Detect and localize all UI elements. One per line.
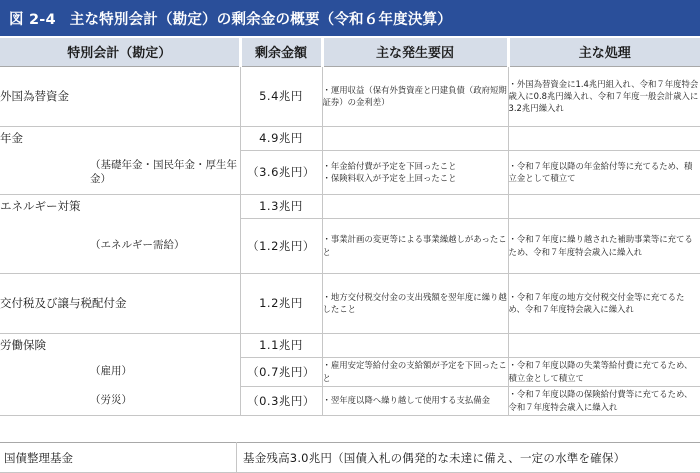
cause-bullet: ・雇用安定等給付金の支給額が予定を下回ったこと bbox=[323, 359, 508, 383]
row-action bbox=[508, 357, 700, 386]
table-row bbox=[0, 194, 700, 218]
row-amount: 1.2兆円 bbox=[240, 273, 322, 333]
header-cause: 主な発生要因 bbox=[322, 38, 508, 66]
row-action bbox=[508, 150, 700, 194]
row-amount: 1.1兆円 bbox=[240, 333, 322, 357]
row-name: 年金 bbox=[0, 126, 240, 150]
row-amount: （0.3兆円） bbox=[240, 386, 322, 415]
cause-bullet: ・事業計画の変更等による事業繰越しがあったこと bbox=[323, 233, 508, 257]
action-bullet: ・令和７年度以降の失業等給付費に充てるため、積立金として積立て bbox=[509, 359, 700, 383]
cause-bullet: ・保険料収入が予定を上回ったこと bbox=[323, 172, 508, 184]
figure-title: 主な特別会計（勘定）の剰余金の概要（令和６年度決算） bbox=[70, 8, 452, 29]
row-cause bbox=[322, 66, 508, 126]
table-row bbox=[0, 273, 700, 333]
table-row bbox=[0, 66, 700, 126]
row-name: （基礎年金・国民年金・厚生年金） bbox=[0, 150, 240, 194]
table-row bbox=[0, 126, 700, 150]
row-amount: 1.3兆円 bbox=[240, 194, 322, 218]
table-row bbox=[0, 333, 700, 357]
action-bullet: ・令和７年度の地方交付税交付金等に充てるため、令和７年度特会歳入に繰入れ bbox=[509, 291, 700, 315]
row-name: （労災） bbox=[0, 386, 240, 415]
row-action bbox=[508, 194, 700, 218]
row-amount: （3.6兆円） bbox=[240, 150, 322, 194]
surplus-table bbox=[0, 38, 700, 416]
header-account: 特別会計（勘定） bbox=[0, 38, 240, 66]
row-cause bbox=[322, 150, 508, 194]
row-cause bbox=[322, 126, 508, 150]
action-bullet: ・令和７年度以降の保険給付費等に充てるため、令和７年度特会歳入に繰入れ bbox=[509, 388, 700, 412]
table-row bbox=[0, 150, 700, 194]
debt-fund-table bbox=[0, 442, 700, 473]
row-action bbox=[508, 386, 700, 415]
table-row bbox=[0, 218, 700, 273]
row-cause bbox=[322, 218, 508, 273]
row-action bbox=[508, 66, 700, 126]
row-cause bbox=[322, 194, 508, 218]
row-action bbox=[508, 333, 700, 357]
row-cause bbox=[322, 273, 508, 333]
row-amount: （1.2兆円） bbox=[240, 218, 322, 273]
row-action bbox=[508, 126, 700, 150]
row-cause bbox=[322, 386, 508, 415]
figure-number: 図 2-4 bbox=[9, 8, 56, 29]
row-cause bbox=[322, 333, 508, 357]
row-name: 労働保険 bbox=[0, 333, 240, 357]
action-bullet: ・令和７年度に繰り越された補助事業等に充てるため、令和７年度特会歳入に繰入れ bbox=[509, 233, 700, 257]
row-action bbox=[508, 273, 700, 333]
cause-bullet: ・運用収益（保有外貨資産と円建負債（政府短期証券）の金利差） bbox=[323, 84, 508, 108]
row-amount: 4.9兆円 bbox=[240, 126, 322, 150]
row-action bbox=[508, 218, 700, 273]
row-name: （雇用） bbox=[0, 357, 240, 386]
row-name: 交付税及び譲与税配付金 bbox=[0, 273, 240, 333]
row-amount: （0.7兆円） bbox=[240, 357, 322, 386]
row-name: （エネルギー需給） bbox=[0, 218, 240, 273]
row-cause bbox=[322, 357, 508, 386]
row-name: 外国為替資金 bbox=[0, 66, 240, 126]
table-row bbox=[0, 386, 700, 415]
header-action: 主な処理 bbox=[508, 38, 700, 66]
cause-bullet: ・翌年度以降へ繰り越して使用する支払備金 bbox=[323, 394, 508, 406]
header-surplus: 剰余金額 bbox=[240, 38, 322, 66]
cause-bullet: ・地方交付税交付金の支出残額を翌年度に繰り越したこと bbox=[323, 291, 508, 315]
row-amount: 5.4兆円 bbox=[240, 66, 322, 126]
row-name: 国債整理基金 bbox=[0, 443, 237, 473]
action-bullet: ・令和７年度以降の年金給付等に充てるため、積立金として積立て bbox=[509, 160, 700, 184]
figure-title-bar bbox=[0, 0, 700, 36]
cause-bullet: ・年金給付費が予定を下回ったこと bbox=[323, 160, 508, 172]
row-name: エネルギー対策 bbox=[0, 194, 240, 218]
table-row bbox=[0, 357, 700, 386]
table-header-row bbox=[0, 38, 700, 66]
row-description: 基金残高3.0兆円（国債入札の偶発的な未達に備え、一定の水準を確保） bbox=[237, 443, 700, 473]
table-row bbox=[0, 443, 700, 473]
action-bullet: ・外国為替資金に1.4兆円組入れ、令和７年度特会歳入に0.8兆円繰入れ、令和７年度一般会計歳入に3.2兆円繰入れ bbox=[509, 78, 700, 115]
